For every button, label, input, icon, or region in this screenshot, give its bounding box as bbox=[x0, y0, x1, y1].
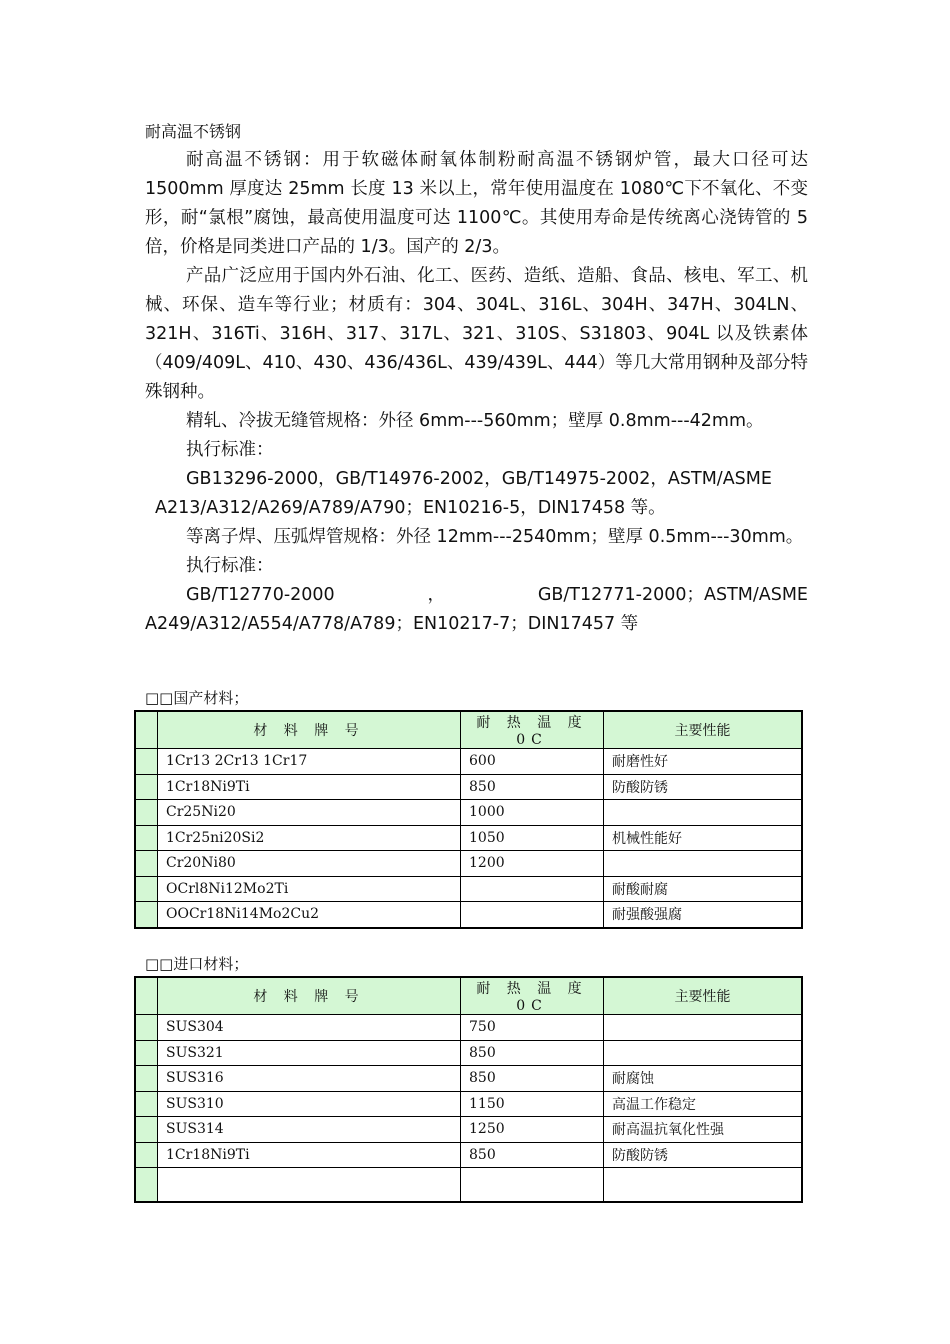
table-row bbox=[135, 1117, 802, 1143]
temperature-cell: 600 bbox=[461, 749, 604, 775]
imported-caption: □□进口材料； bbox=[145, 955, 249, 973]
material-cell: SUS321 bbox=[158, 1040, 461, 1066]
temperature-cell bbox=[461, 1168, 604, 1202]
property-cell: 防酸防锈 bbox=[604, 774, 803, 800]
row-index-cell bbox=[135, 1091, 158, 1117]
table-row bbox=[135, 825, 802, 851]
paragraph-welded-spec: 等离子焊、压弧焊管规格：外径 12mm---2540mm；壁厚 0.5mm---30mm。 bbox=[186, 527, 804, 547]
header-heat-temperature: 耐 热 温 度 0C bbox=[461, 711, 604, 749]
table-header-row bbox=[135, 711, 802, 749]
paragraph-standards-2: GB/T12770-2000，GB/T12771-2000；ASTM/ASME A249/A312/A554/A778/A789；EN10217-7；DIN17457 等 bbox=[145, 585, 808, 634]
row-index-cell bbox=[135, 749, 158, 775]
property-cell bbox=[604, 1040, 803, 1066]
property-cell: 机械性能好 bbox=[604, 825, 803, 851]
paragraph-standards-1-line1: GB13296-2000，GB/T14976-2002，GB/T14975-2002，ASTM/ASME bbox=[186, 469, 772, 489]
row-index-cell bbox=[135, 876, 158, 902]
property-cell bbox=[604, 1168, 803, 1202]
header-material-grade: 材 料 牌 号 bbox=[158, 711, 461, 749]
header-heat-temperature: 耐 热 温 度 0C bbox=[461, 977, 604, 1015]
document-title: 耐高温不锈钢 bbox=[145, 122, 242, 141]
material-cell: 1Cr25ni20Si2 bbox=[158, 825, 461, 851]
material-cell: OOCr18Ni14Mo2Cu2 bbox=[158, 902, 461, 928]
property-cell bbox=[604, 800, 803, 826]
material-cell: OCrl8Ni12Mo2Ti bbox=[158, 876, 461, 902]
table-row bbox=[135, 851, 802, 877]
material-cell: 1Cr13 2Cr13 1Cr17 bbox=[158, 749, 461, 775]
temperature-cell: 850 bbox=[461, 1066, 604, 1092]
temperature-cell: 850 bbox=[461, 1142, 604, 1168]
row-index-cell bbox=[135, 902, 158, 928]
temperature-cell: 850 bbox=[461, 774, 604, 800]
table-row bbox=[135, 1168, 802, 1202]
table-row bbox=[135, 902, 802, 928]
table-row bbox=[135, 1015, 802, 1041]
property-cell: 防酸防锈 bbox=[604, 1142, 803, 1168]
property-cell bbox=[604, 851, 803, 877]
property-cell: 耐强酸强腐 bbox=[604, 902, 803, 928]
property-cell: 高温工作稳定 bbox=[604, 1091, 803, 1117]
header-material-grade: 材 料 牌 号 bbox=[158, 977, 461, 1015]
body-text bbox=[145, 146, 808, 639]
material-cell: SUS316 bbox=[158, 1066, 461, 1092]
row-index-cell bbox=[135, 1066, 158, 1092]
material-cell: SUS310 bbox=[158, 1091, 461, 1117]
temperature-cell: 1250 bbox=[461, 1117, 604, 1143]
material-cell: SUS304 bbox=[158, 1015, 461, 1041]
table-header-row bbox=[135, 977, 802, 1015]
temperature-cell: 1000 bbox=[461, 800, 604, 826]
table-row bbox=[135, 749, 802, 775]
material-cell bbox=[158, 1168, 461, 1202]
table-row bbox=[135, 1066, 802, 1092]
material-cell: 1Cr18Ni9Ti bbox=[158, 1142, 461, 1168]
row-index-cell bbox=[135, 1015, 158, 1041]
material-cell: SUS314 bbox=[158, 1117, 461, 1143]
temperature-cell: 1200 bbox=[461, 851, 604, 877]
temperature-cell bbox=[461, 876, 604, 902]
imported-materials-table bbox=[134, 976, 803, 1203]
paragraph-seamless-spec: 精轧、冷拔无缝管规格：外径 6mm---560mm；壁厚 0.8mm---42mm。 bbox=[186, 411, 764, 431]
temperature-cell: 850 bbox=[461, 1040, 604, 1066]
paragraph-standard-label-2: 执行标准： bbox=[186, 556, 274, 576]
temperature-cell: 1050 bbox=[461, 825, 604, 851]
property-cell: 耐酸耐腐 bbox=[604, 876, 803, 902]
property-cell: 耐腐蚀 bbox=[604, 1066, 803, 1092]
paragraph-standard-label-1: 执行标准： bbox=[186, 440, 274, 460]
table-row bbox=[135, 1142, 802, 1168]
row-index-cell bbox=[135, 1117, 158, 1143]
temperature-cell: 1150 bbox=[461, 1091, 604, 1117]
row-index-cell bbox=[135, 800, 158, 826]
table-row bbox=[135, 1040, 802, 1066]
paragraph-intro: 耐高温不锈钢：用于软磁体耐氧体制粉耐高温不锈钢炉管，最大口径可达 1500mm 厚度达 25mm 长度 13 米以上，常年使用温度在 1080℃下不氧化、不变形，耐“氯根”腐蚀，最高使用温度可达 1100℃。其使用寿命是传统离心浇铸管的 5 倍，价格是同类进口产品的 1/3。国产的 2/3。 bbox=[145, 150, 808, 257]
header-index-cell bbox=[135, 977, 158, 1015]
row-index-cell bbox=[135, 774, 158, 800]
temperature-cell: 750 bbox=[461, 1015, 604, 1041]
property-cell bbox=[604, 1015, 803, 1041]
temperature-cell bbox=[461, 902, 604, 928]
material-cell: Cr25Ni20 bbox=[158, 800, 461, 826]
table-row bbox=[135, 1091, 802, 1117]
row-index-cell bbox=[135, 1040, 158, 1066]
row-index-cell bbox=[135, 851, 158, 877]
header-main-properties: 主要性能 bbox=[604, 711, 803, 749]
row-index-cell bbox=[135, 1142, 158, 1168]
row-index-cell bbox=[135, 825, 158, 851]
header-main-properties: 主要性能 bbox=[604, 977, 803, 1015]
property-cell: 耐磨性好 bbox=[604, 749, 803, 775]
header-index-cell bbox=[135, 711, 158, 749]
paragraph-applications: 产品广泛应用于国内外石油、化工、医药、造纸、造船、食品、核电、军工、机械、环保、造车等行业；材质有：304、304L、316L、304H、347H、304LN、321H、316Ti、316H、317、317L、321、310S、S31803、904L 以及铁素体（409/409L、410、430、436/436L、439/439L、444）等几大常用钢种及部分特殊钢种。 bbox=[145, 266, 808, 402]
table-row bbox=[135, 800, 802, 826]
material-cell: 1Cr18Ni9Ti bbox=[158, 774, 461, 800]
paragraph-standards-1-line2: A213/A312/A269/A789/A790；EN10216-5，DIN17458 等。 bbox=[155, 498, 666, 518]
domestic-caption: □□国产材料； bbox=[145, 689, 249, 707]
table-row bbox=[135, 876, 802, 902]
domestic-materials-table bbox=[134, 710, 803, 929]
material-cell: Cr20Ni80 bbox=[158, 851, 461, 877]
table-row bbox=[135, 774, 802, 800]
row-index-cell bbox=[135, 1168, 158, 1202]
property-cell: 耐高温抗氧化性强 bbox=[604, 1117, 803, 1143]
